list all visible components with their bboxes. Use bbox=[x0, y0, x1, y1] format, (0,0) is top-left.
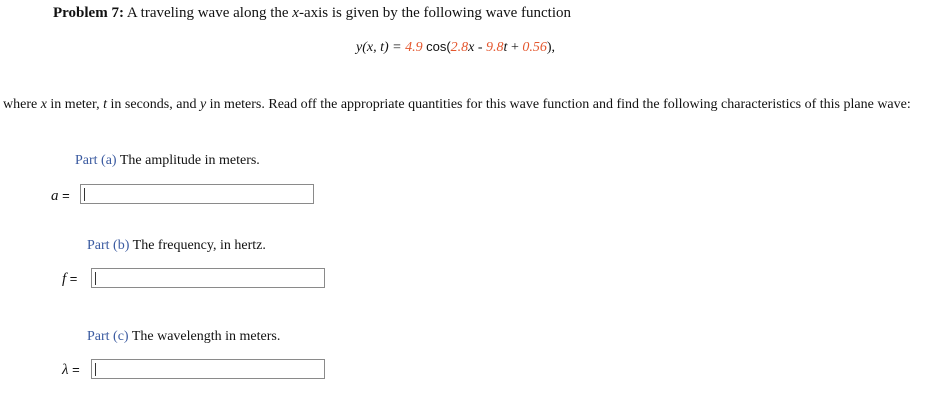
part-b-title bbox=[87, 238, 266, 254]
wavelength-var-label bbox=[62, 362, 80, 379]
part-a-title bbox=[75, 153, 260, 169]
frequency-eq: = bbox=[66, 271, 78, 286]
amplitude-eq: = bbox=[58, 188, 70, 203]
part-b-label: Part (b) bbox=[87, 238, 130, 253]
amplitude-var-label bbox=[51, 188, 70, 205]
formula-lhs: y(x, t) = bbox=[356, 40, 406, 55]
formula-k: 2.8 bbox=[450, 40, 469, 55]
wavelength-eq: = bbox=[68, 362, 80, 377]
frequency-input[interactable] bbox=[91, 268, 325, 288]
text-caret bbox=[84, 188, 85, 201]
frequency-var-label bbox=[62, 271, 77, 288]
formula-plus: + bbox=[507, 40, 523, 55]
wave-function-formula bbox=[356, 39, 555, 56]
formula-cos: cos( bbox=[426, 39, 451, 54]
formula-minus: - bbox=[474, 40, 487, 55]
part-a-text: The amplitude in meters. bbox=[116, 153, 260, 168]
wavelength-input[interactable] bbox=[91, 359, 325, 379]
description-text-4: in meters. Read off the appropriate quantities for this wave function and find the following characteristics of this plane wave: bbox=[206, 97, 911, 112]
description-x: x bbox=[40, 97, 47, 112]
part-b-text: The frequency, in hertz. bbox=[129, 238, 266, 253]
description-text-3: in seconds, and bbox=[107, 97, 200, 112]
description-t: t bbox=[103, 97, 108, 112]
wavelength-var: λ bbox=[62, 362, 69, 378]
problem-description bbox=[3, 96, 923, 113]
description-text-1: where bbox=[3, 97, 41, 112]
text-caret bbox=[95, 272, 96, 285]
description-text-2: in meter, bbox=[46, 97, 104, 112]
problem-axis-var: x bbox=[292, 5, 299, 21]
problem-statement bbox=[53, 5, 571, 22]
amplitude-input[interactable] bbox=[80, 184, 314, 204]
part-a-label: Part (a) bbox=[75, 153, 117, 168]
formula-x: x bbox=[468, 40, 475, 55]
problem-text-start: A traveling wave along the bbox=[126, 5, 293, 21]
part-c-label: Part (c) bbox=[87, 329, 129, 344]
formula-omega: 9.8 bbox=[486, 40, 504, 55]
problem-text-end: -axis is given by the following wave function bbox=[298, 5, 571, 21]
amplitude-var: a bbox=[51, 188, 59, 204]
description-y: y bbox=[199, 97, 207, 112]
frequency-var: f bbox=[62, 271, 67, 287]
formula-close: ), bbox=[546, 40, 556, 55]
part-c-title bbox=[87, 329, 280, 345]
formula-phase: 0.56 bbox=[522, 40, 547, 55]
text-caret bbox=[95, 363, 96, 376]
formula-amplitude: 4.9 bbox=[405, 40, 423, 55]
formula-t: t bbox=[503, 40, 508, 55]
part-c-text: The wavelength in meters. bbox=[128, 329, 281, 344]
problem-label: Problem 7: bbox=[53, 5, 124, 21]
